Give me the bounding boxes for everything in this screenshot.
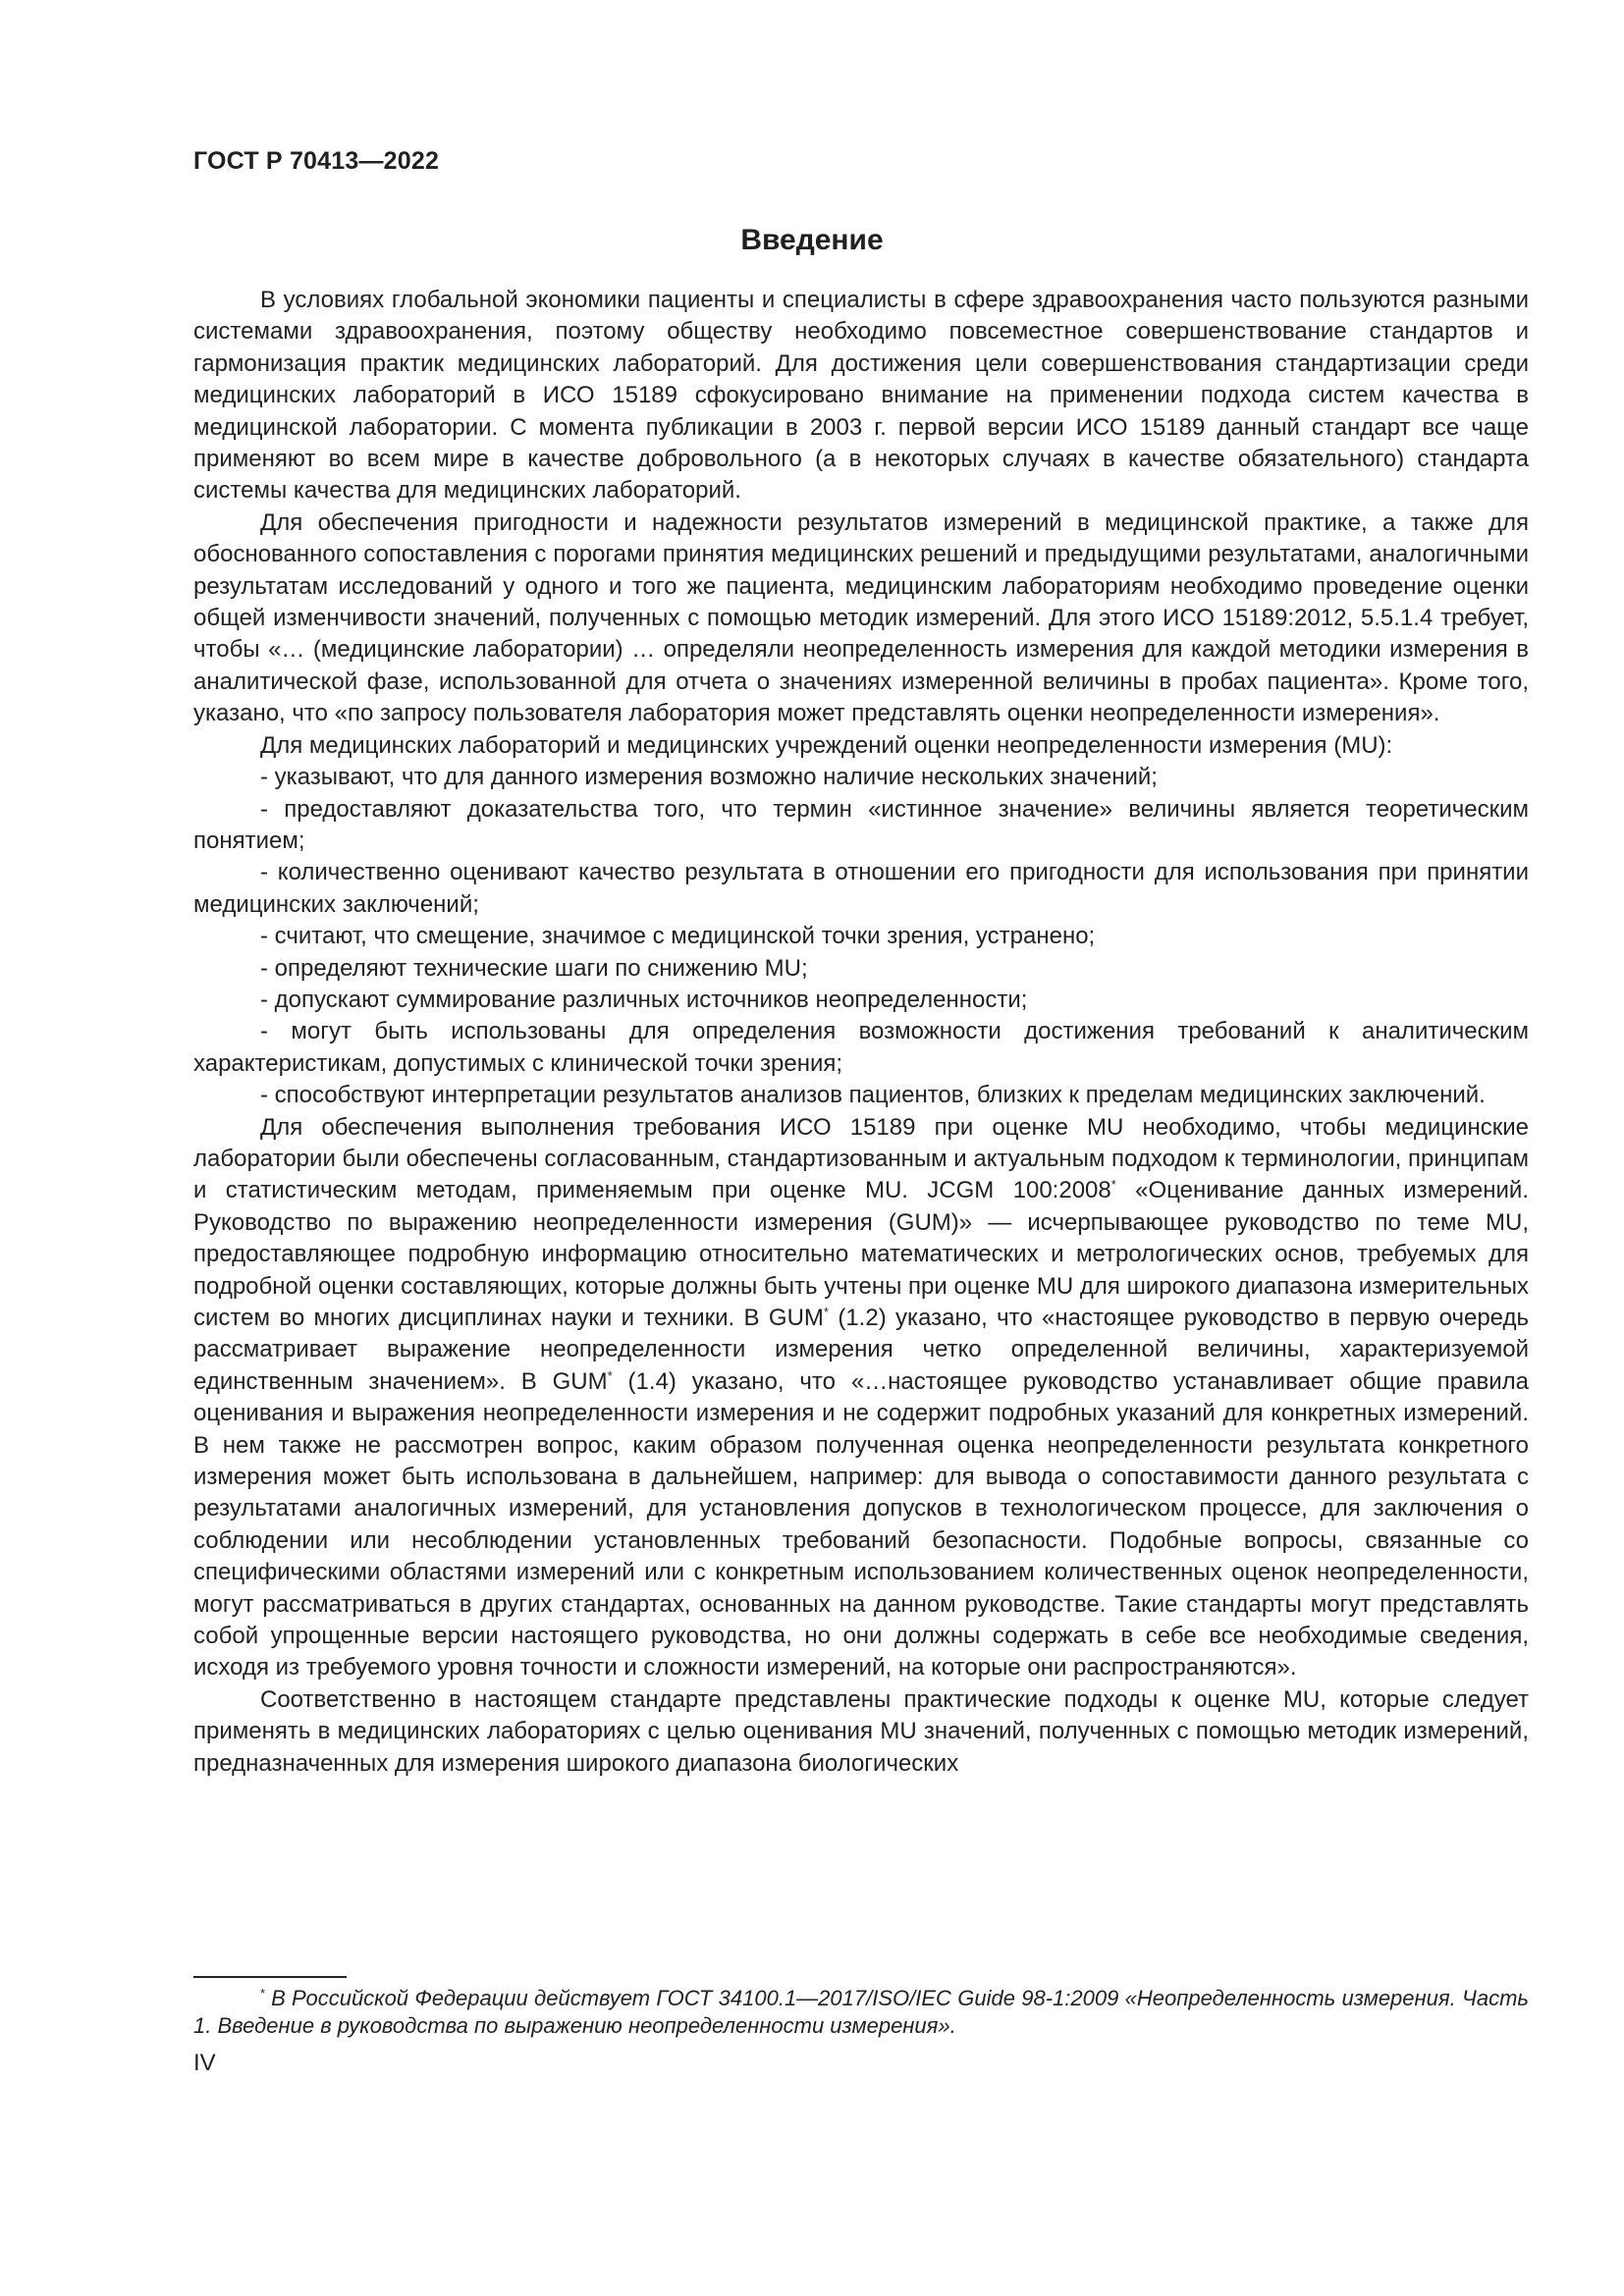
document-header: ГОСТ Р 70413—2022: [193, 147, 440, 175]
footnote: [193, 1985, 1529, 2040]
gum-text-part-4: (1.4) указано, что «…настоящее руководство устанавливает общие правила оценивания и выражения неопределенности измерения и не содержит подробных указаний для конкретных измерений. В нем также не рассмотрен вопрос, каким образом полученная оценка неопределенности результата конкретного измерения может быть использована в дальнейшем, например: для вывода о сопоставимости данного результата с результатами аналогичных измерений, для установления допусков в технологическом процессе, для заключения о соблюдении или несоблюдении установленных требований безопасности. Подобные вопросы, связанные со специфическими областями измерений или с конкретным использованием количественных оценок неопределенности, могут рассматриваться в других стандартах, основанных на данном руководстве. Такие стандарты могут представлять собой упрощенные версии настоящего руководства, но они должны содержать в себе все необходимые сведения, исходя из требуемого уровня точности и сложности измерений, на которые они распространяются».: [193, 1367, 1529, 1682]
list-item: - указывают, что для данного измерения возможно наличие нескольких значений;: [260, 764, 1158, 791]
list-item: - считают, что смещение, значимое с медицинской точки зрения, устранено;: [260, 923, 1096, 950]
gum-paragraph: [193, 1112, 1529, 1684]
footnote-reference: *: [823, 1305, 829, 1319]
body-text: [193, 285, 1529, 1780]
gum-text-part-2: «Оценивание данных измерений. Руководство по выражению неопределенности измерения (GUM)» — исчерпывающее руководство по теме MU, предоставляющее подробную информацию относительно математических и метрологических основ, требуемых для подробной оценки составляющих, которые должны быть учтены при оценке MU для широкого диапазона измерительных систем во многих дисциплинах науки и техники. В GUM: [193, 1177, 1529, 1331]
paragraph: В условиях глобальной экономики пациенты и специалисты в сфере здравоохранения часто пользуются разными системами здравоохранения, поэтому обществу необходимо повсеместное совершенствование стандартов и гармонизация практик медицинских лабораторий. Для достижения цели совершенствования стандартизации среди медицинских лабораторий в ИСО 15189 сфокусировано внимание на применении подхода систем качества в медицинской лаборатории. С момента публикации в 2003 г. первой версии ИСО 15189 данный стандарт все чаще применяют во всем мире в качестве добровольного (а в некоторых случаях в качестве обязательного) стандарта системы качества для медицинских лабораторий.: [193, 287, 1529, 505]
list-item: - определяют технические шаги по снижению MU;: [260, 954, 808, 982]
footnote-divider: [193, 1976, 347, 1978]
list-item: - могут быть использованы для определения возможности достижения требований к аналитическим характеристикам, допустимых с клинической точки зрения;: [193, 1018, 1529, 1077]
gum-text-part-3: (1.2) указано, что «настоящее руководство в первую очередь рассматривает выражение неопределенности измерения четко определенной величины, характеризуемой единственным значением». В GUM: [193, 1305, 1530, 1395]
footnote-reference: *: [1110, 1177, 1116, 1193]
page-title: Введение: [740, 224, 884, 256]
paragraph: Соответственно в настоящем стандарте представлены практические подходы к оценке MU, которые следует применять в медицинских лабораториях с целью оценивания MU значений, полученных с помощью методик измерений, предназначенных для измерения широкого диапазона биологических: [193, 1685, 1529, 1777]
list-item: - допускают суммирование различных источников неопределенности;: [260, 986, 1028, 1013]
paragraph: Для медицинских лабораторий и медицинских учреждений оценки неопределенности измерения (MU):: [260, 731, 1393, 759]
list-item: - предоставляют доказательства того, что термин «истинное значение» величины является теоретическим понятием;: [193, 795, 1529, 854]
list-item: - количественно оценивают качество результата в отношении его пригодности для использования при принятии медицинских заключений;: [193, 859, 1529, 918]
footnote-marker: *: [260, 1985, 266, 2001]
page-number: IV: [193, 2050, 216, 2076]
list-item: - способствуют интерпретации результатов анализов пациентов, близких к пределам медицинских заключений.: [260, 1082, 1486, 1109]
gum-text-part-1: Для обеспечения выполнения требования ИСО 15189 при оценке MU необходимо, чтобы медицинские лаборатории были обеспечены согласованным, стандартизованным и актуальным подходом к терминологии, принципам и статистическим методам, применяемым при оценке MU. JCGM 100:2008: [193, 1113, 1529, 1204]
footnote-reference: *: [607, 1367, 613, 1383]
footnote-text: В Российской Федерации действует ГОСТ 34100.1—2017/ISO/IEC Guide 98-1:2009 «Неопределенность измерения. Часть 1. Введение в руководства по выражению неопределенности измерения».: [193, 1986, 1529, 2038]
paragraph: Для обеспечения пригодности и надежности результатов измерений в медицинской практике, а также для обоснованного сопоставления с порогами принятия медицинских решений и предыдущими результатами, аналогичными результатам исследований у одного и того же пациента, медицинским лабораториям необходимо проведение оценки общей изменчивости значений, полученных с помощью методик измерений. Для этого ИСО 15189:2012, 5.5.1.4 требует, чтобы «… (медицинские лаборатории) … определяли неопределенность измерения для каждой методики измерения в аналитической фазе, использованной для отчета о значениях измеренной величины в пробах пациента». Кроме того, указано, что «по запросу пользователя лаборатория может представлять оценки неопределенности измерения».: [193, 508, 1529, 727]
